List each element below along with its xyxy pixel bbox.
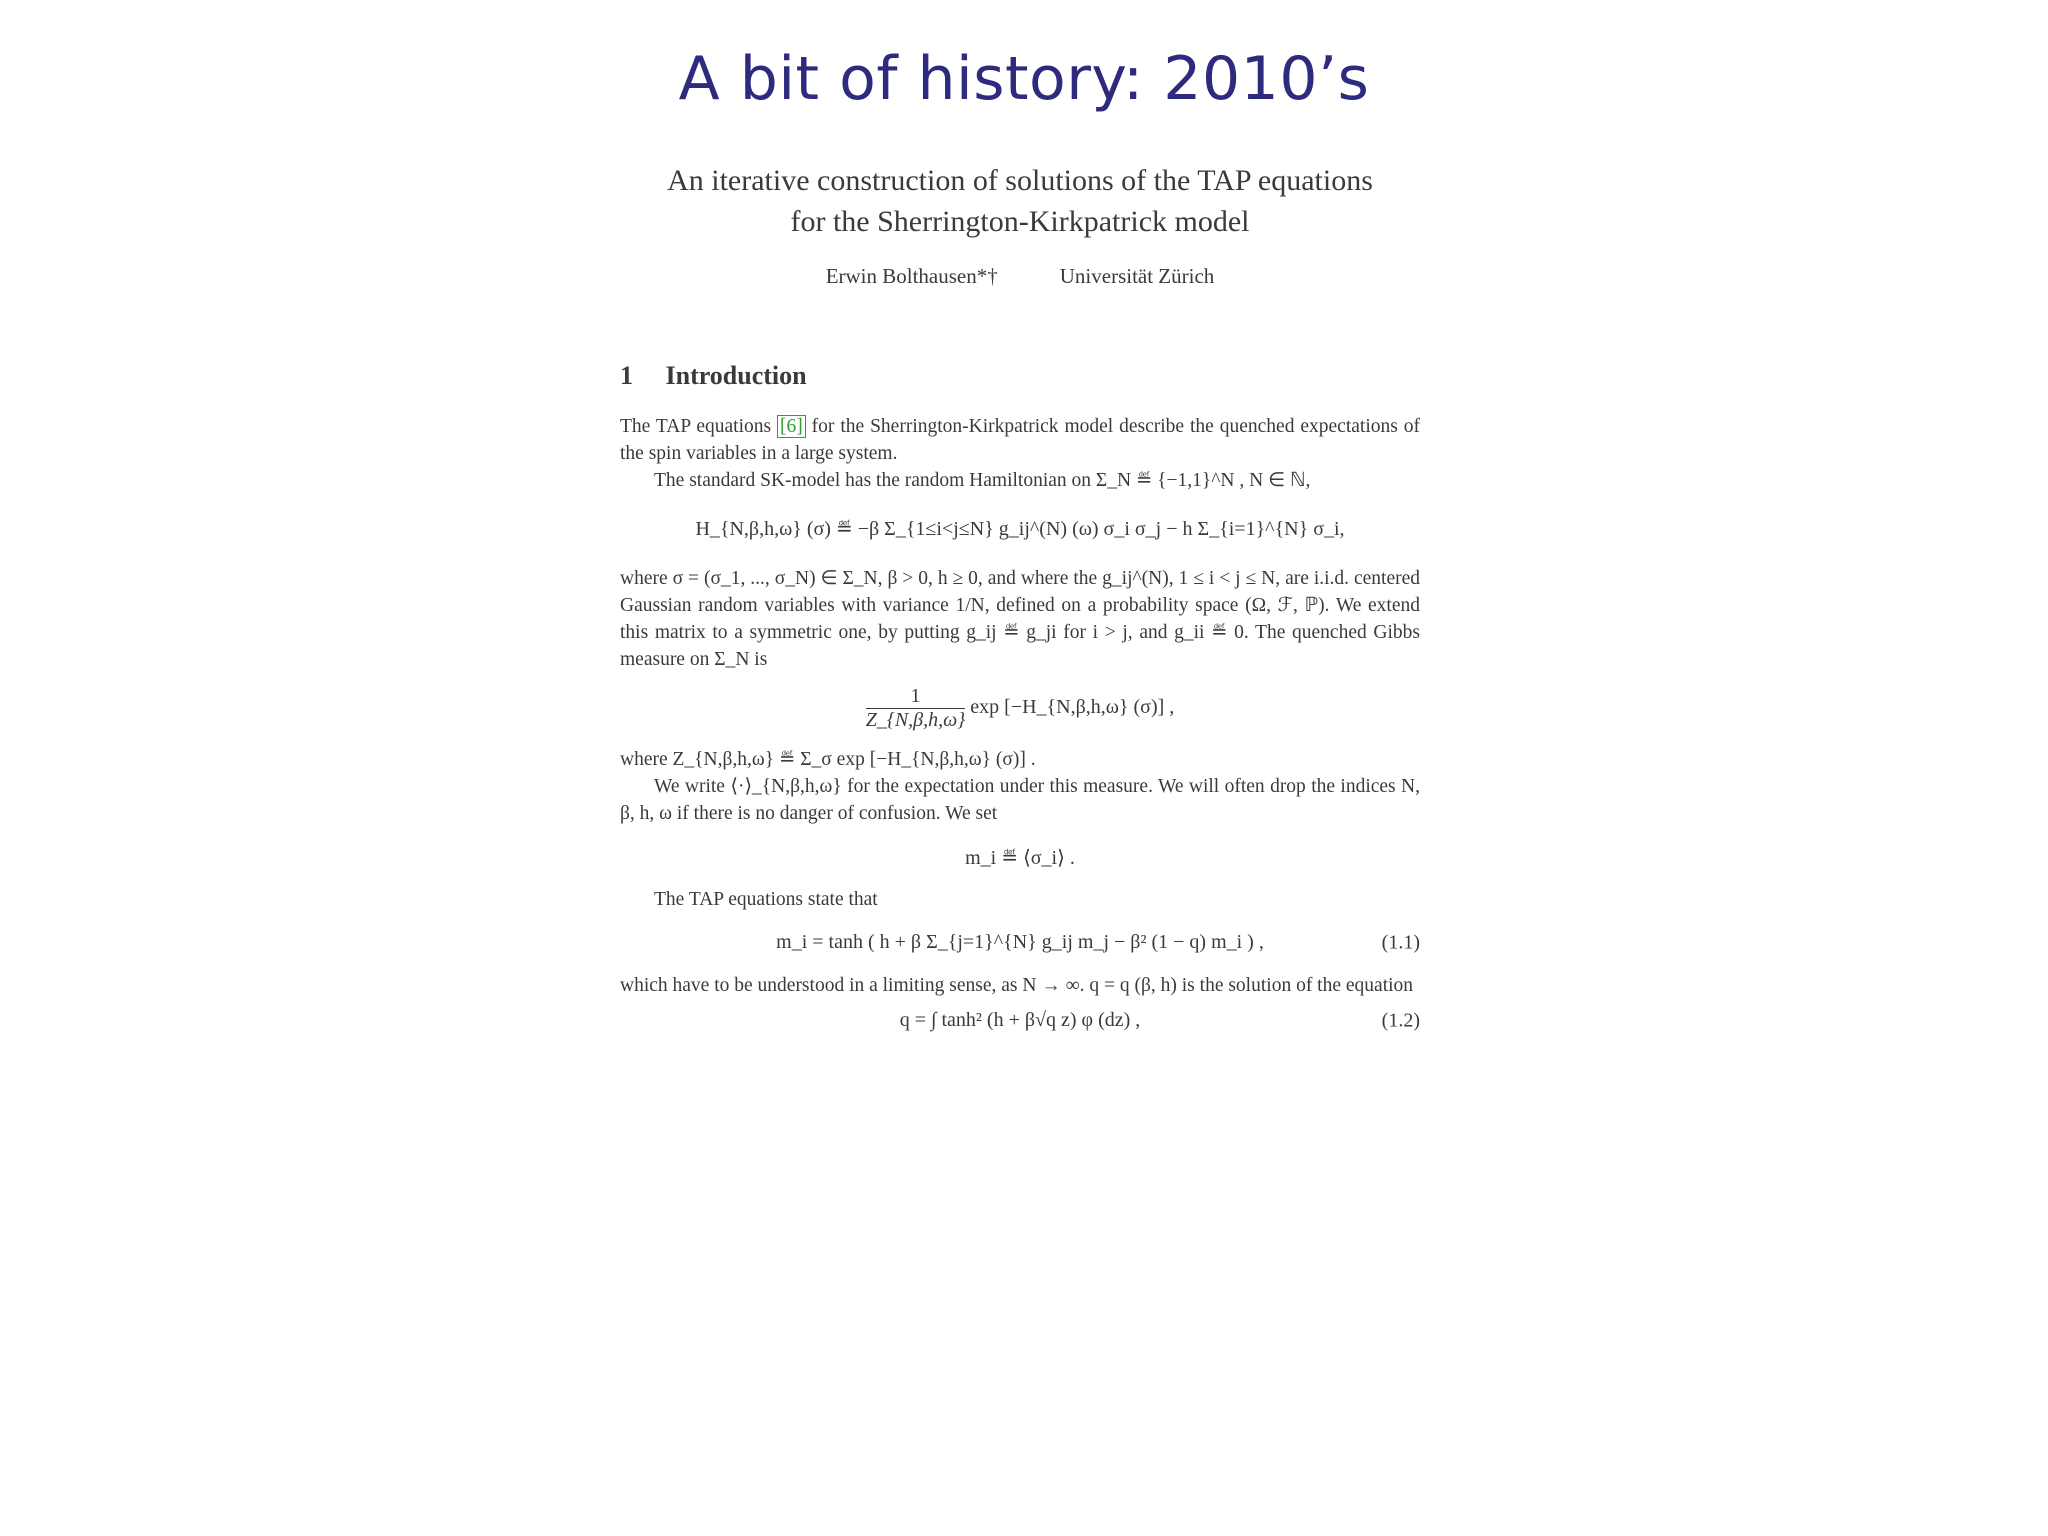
paragraph-1-end: for the Sherrington-Kirkpatrick model describe the quenched expectations of the spin variables in a large system. xyxy=(620,416,1420,464)
paragraph-7: which have to be understood in a limiting sense, as N → ∞. q = q (β, h) is the solution of the equation xyxy=(620,975,1414,996)
section-number: 1 xyxy=(620,361,633,390)
gibbs-fraction xyxy=(866,685,966,732)
author-name: Erwin Bolthausen*† xyxy=(825,264,998,288)
gibbs-numerator: 1 xyxy=(866,685,966,709)
author-line xyxy=(620,264,1420,289)
author-affiliation: Universität Zürich xyxy=(1059,264,1215,288)
gibbs-denominator: Z_{N,β,h,ω} xyxy=(865,709,966,731)
section-title: Introduction xyxy=(665,361,807,390)
paragraph-4: where Z_{N,β,h,ω} ≝ Σ_σ exp [−H_{N,β,h,ω} (σ)] . xyxy=(620,749,1036,770)
paper-excerpt xyxy=(620,160,1420,1032)
paragraph-1-start: The TAP equations xyxy=(620,416,778,437)
equation-magnetization: m_i ≝ ⟨σ_i⟩ . xyxy=(965,847,1075,869)
gibbs-exponential: exp [−H_{N,β,h,ω} (σ)] , xyxy=(970,696,1175,719)
slide-title: A bit of history: 2010’s xyxy=(678,44,1370,114)
equation-hamiltonian: H_{N,β,h,ω} (σ) ≝ −β Σ_{1≤i<j≤N} g_ij^(N) (ω) σ_i σ_j − h Σ_{i=1}^{N} σ_i, xyxy=(695,518,1345,540)
citation-link[interactable]: [6] xyxy=(777,415,806,438)
paper-title-line-1: An iterative construction of solutions of the TAP equations xyxy=(667,164,1373,197)
equation-tap-body: m_i = tanh ( h + β Σ_{j=1}^{N} g_ij m_j − β² (1 − q) m_i ) , xyxy=(776,931,1264,953)
paper-title-line-2: for the Sherrington-Kirkpatrick model xyxy=(790,205,1250,238)
paragraph-2: The standard SK-model has the random Hamiltonian on Σ_N ≝ {−1,1}^N , N ∈ ℕ, xyxy=(654,470,1311,491)
equation-q xyxy=(620,1009,1420,1032)
equation-number-1-2: (1.2) xyxy=(1381,1009,1420,1031)
paragraph-3: where σ = (σ_1, ..., σ_N) ∈ Σ_N, β > 0, h ≥ 0, and where the g_ij^(N), 1 ≤ i < j ≤ N, are i.i.d. centered Gaussian random variables with variance 1/N, defined on a probability space (Ω, ℱ, ℙ). We extend this matrix to a symmetric one, by putting g_ij ≝ g_ji for i > j, and g_ii ≝ 0. The quenched Gibbs measure on Σ_N is xyxy=(620,568,1420,670)
equation-tap xyxy=(620,931,1420,954)
section-heading xyxy=(620,361,1420,391)
equation-q-body: q = ∫ tanh² (h + β√q z) φ (dz) , xyxy=(899,1009,1141,1031)
paragraph-6: The TAP equations state that xyxy=(654,889,878,910)
equation-gibbs xyxy=(620,685,1420,732)
paragraph-1 xyxy=(620,413,1420,467)
equation-number-1-1: (1.1) xyxy=(1381,931,1420,953)
paper-title xyxy=(620,160,1420,242)
paragraph-5: We write ⟨·⟩_{N,β,h,ω} for the expectation under this measure. We will often drop the indices N, β, h, ω if there is no danger of confusion. We set xyxy=(620,776,1420,824)
